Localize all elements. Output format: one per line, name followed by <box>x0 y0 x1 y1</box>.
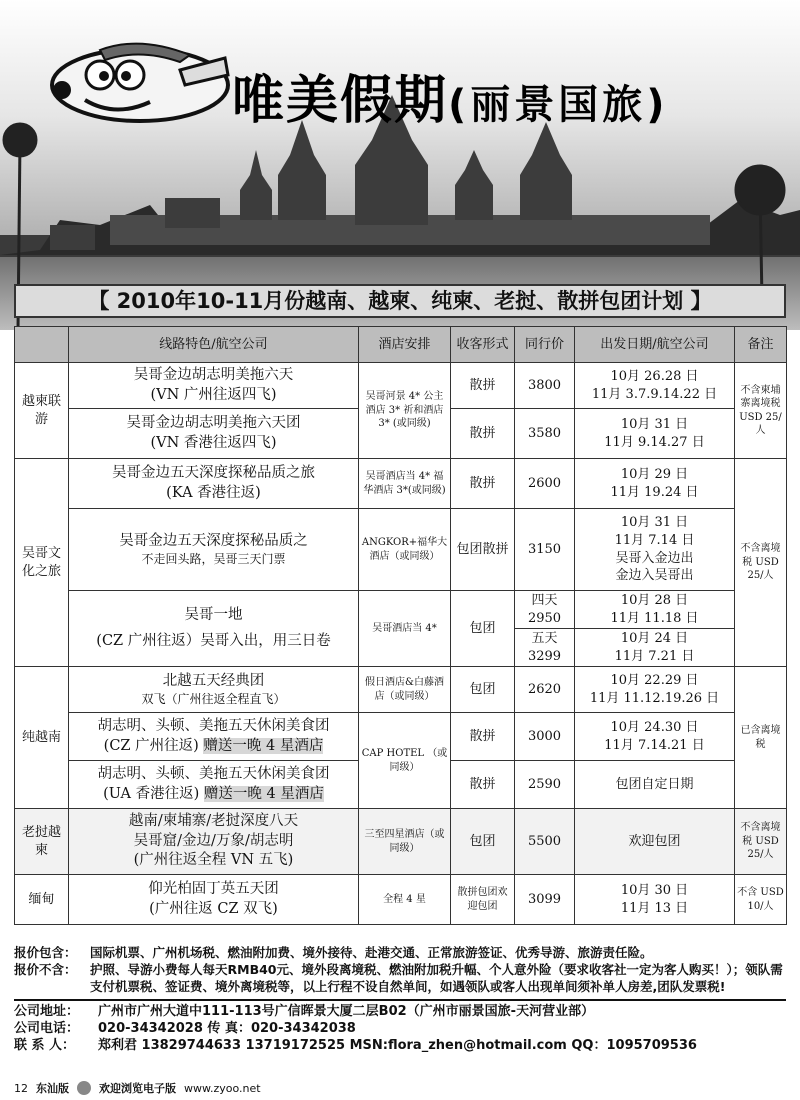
type-cell: 散拼 <box>451 761 515 809</box>
type-cell: 散拼包团欢迎包团 <box>451 875 515 925</box>
route-cell <box>69 761 359 809</box>
route-cell <box>69 875 359 925</box>
price-cell: 五天 3299 <box>515 629 575 667</box>
terms-section <box>14 944 786 1054</box>
dates-cell: 10月 30 日 11月 13 日 <box>575 875 735 925</box>
route-cell <box>69 713 359 761</box>
price-excludes: 报价不含： 护照、导游小费每人每天RMB40元、境外段离境税、燃油附加税升幅、个人意外险（要求收客社一定为客人购买！）；领队需支付机票税、签证费、境外离境税等，以上行程不设自然单间，如遇领队或客人出现单间须补单人房差,团队发票税! <box>14 962 783 994</box>
gift-highlight: 赠送一晚 4 星酒店 <box>203 785 324 802</box>
type-cell: 包团 <box>451 809 515 875</box>
route-name: 胡志明、头顿、美拖五天休闲美食团 <box>97 766 330 783</box>
hotel-cell: ANGKOR+福华大酒店（或同级） <box>359 509 451 591</box>
temple-banner <box>0 0 800 330</box>
route-airline: (CZ 广州往返）吴哥入出，用三日卷 <box>96 632 331 649</box>
region-cell: 吴哥文化之旅 <box>15 459 69 667</box>
dates-cell: 10月 22.29 日 11月 11.12.19.26 日 <box>575 667 735 713</box>
contact-info <box>14 999 786 1054</box>
route-name: 仰光柏固丁英五天团 <box>148 881 279 898</box>
type-cell: 散拼 <box>451 713 515 761</box>
remark-cell: 不含 USD 10/人 <box>735 875 787 925</box>
table-row <box>15 591 787 629</box>
dates-cell: 10月 31 日 11月 7.14 日 吴哥入金边出 金边入吴哥出 <box>575 509 735 591</box>
route-cell <box>69 809 359 875</box>
header-cell: 酒店安排 <box>359 327 451 363</box>
type-cell: 包团散拼 <box>451 509 515 591</box>
table-row <box>15 667 787 713</box>
table-row <box>15 809 787 875</box>
type-cell: 包团 <box>451 591 515 667</box>
table-row <box>15 713 787 761</box>
dates-cell: 包团自定日期 <box>575 761 735 809</box>
header-cell: 备注 <box>735 327 787 363</box>
route-cell <box>69 409 359 459</box>
table-row <box>15 363 787 409</box>
route-cell <box>69 363 359 409</box>
hotel-cell: 吴哥河景 4* 公主酒店 3* 祈和酒店 3* (或同级) <box>359 363 451 459</box>
type-cell: 散拼 <box>451 459 515 509</box>
price-cell: 3000 <box>515 713 575 761</box>
edition-label: 东汕版 <box>36 1082 69 1095</box>
route-name: 北越五天经典团 <box>162 672 265 689</box>
dates-cell: 欢迎包团 <box>575 809 735 875</box>
table-row <box>15 459 787 509</box>
header-cell: 收客形式 <box>451 327 515 363</box>
region-cell: 越柬联游 <box>15 363 69 459</box>
remark-cell: 不含离境税 USD 25/人 <box>735 809 787 875</box>
price-cell: 3800 <box>515 363 575 409</box>
hotel-cell: CAP HOTEL （或同级） <box>359 713 451 809</box>
price-includes: 报价包含： 国际机票、广州机场税、燃油附加费、境外接待、赴港交通、正常旅游签证、优秀导游、旅游责任险。 <box>14 945 653 960</box>
price-cell: 2590 <box>515 761 575 809</box>
price-cell: 四天 2950 <box>515 591 575 629</box>
route-airline: (KA 香港往返) <box>166 484 261 501</box>
table-row <box>15 509 787 591</box>
type-cell: 散拼 <box>451 363 515 409</box>
region-cell: 老挝越柬 <box>15 809 69 875</box>
remark-cell: 不含柬埔寨离境税 USD 25/人 <box>735 363 787 459</box>
brand-title <box>232 58 669 133</box>
company-phone: 公司电话： 020-34342028 传 真：020-34342038 <box>14 1021 356 1036</box>
angkor-temple-illustration <box>0 0 800 330</box>
brand-name: 唯美假期 <box>232 71 449 131</box>
route-stops: 吴哥窟/金边/万象/胡志明 <box>133 832 294 849</box>
route-name: 吴哥金边五天深度探秘品质之旅 <box>112 464 315 481</box>
region-cell: 纯越南 <box>15 667 69 809</box>
route-name: 吴哥金边五天深度探秘品质之 <box>119 532 308 549</box>
hotel-cell: 全程 4 星 <box>359 875 451 925</box>
table-row <box>15 875 787 925</box>
gift-highlight: 赠送一晚 4 星酒店 <box>203 737 324 754</box>
plan-title: 【 2010年10-11月份越南、越柬、纯柬、老挝、散拼包团计划 】 <box>14 284 786 318</box>
region-cell: 缅甸 <box>15 875 69 925</box>
route-cell <box>69 459 359 509</box>
dates-cell: 10月 24 日 11月 7.21 日 <box>575 629 735 667</box>
price-cell: 3099 <box>515 875 575 925</box>
type-cell: 散拼 <box>451 409 515 459</box>
route-name: 越南/柬埔寨/老挝深度八天 <box>128 813 299 830</box>
route-cell <box>69 667 359 713</box>
publisher-logo-icon <box>77 1081 91 1095</box>
price-cell: 5500 <box>515 809 575 875</box>
header-cell: 线路特色/航空公司 <box>69 327 359 363</box>
brand-subtitle: (丽景国旅) <box>448 82 669 128</box>
page-number: 12 <box>14 1081 28 1095</box>
dates-cell: 10月 31 日 11月 9.14.27 日 <box>575 409 735 459</box>
dates-cell: 10月 24.30 日 11月 7.14.21 日 <box>575 713 735 761</box>
route-name: 吴哥金边胡志明美拖六天 <box>133 366 294 383</box>
contact-person: 联 系 人： 郑利君 13829744633 13719172525 MSN:flora_zhen@hotmail.com QQ：1095709536 <box>14 1038 697 1053</box>
dates-cell: 10月 29 日 11月 19.24 日 <box>575 459 735 509</box>
page-footer <box>14 1080 261 1096</box>
route-airline: (VN 香港往返四飞) <box>150 434 277 451</box>
route-cell <box>69 591 359 667</box>
route-name: 吴哥一地 <box>184 607 243 624</box>
dates-cell: 10月 26.28 日 11月 3.7.9.14.22 日 <box>575 363 735 409</box>
dates-cell: 10月 28 日 11月 11.18 日 <box>575 591 735 629</box>
price-cell: 2620 <box>515 667 575 713</box>
route-airline: (广州往返 CZ 双飞) <box>149 900 278 917</box>
type-cell: 包团 <box>451 667 515 713</box>
route-note: 不走回头路，吴哥三天门票 <box>141 552 286 567</box>
table-header-row <box>15 327 787 363</box>
price-cell: 2600 <box>515 459 575 509</box>
footer-slogan: 欢迎浏览电子版 <box>99 1082 176 1095</box>
route-airline: 双飞（广州往返全程直飞） <box>141 692 286 707</box>
tour-plan-table <box>14 326 787 925</box>
route-name: 吴哥金边胡志明美拖六天团 <box>126 414 301 431</box>
company-address: 公司地址： 广州市广州大道中111-113号广信晖景大厦二层B02（广州市丽景国旅-天河营业部） <box>14 1004 595 1019</box>
route-airline: (VN 广州往返四飞) <box>150 386 277 403</box>
remark-cell: 已含离境税 <box>735 667 787 809</box>
route-airline: (CZ 广州往返) <box>103 737 199 754</box>
price-cell: 3150 <box>515 509 575 591</box>
route-name: 胡志明、头顿、美拖五天休闲美食团 <box>97 718 330 735</box>
hotel-cell: 吴哥酒店当 4* 福华酒店 3*(或同级) <box>359 459 451 509</box>
hotel-cell: 吴哥酒店当 4* <box>359 591 451 667</box>
route-airline: (UA 香港往返) <box>103 785 200 802</box>
route-airline: (广州往返全程 VN 五飞) <box>133 852 294 869</box>
price-cell: 3580 <box>515 409 575 459</box>
route-cell <box>69 509 359 591</box>
header-cell: 同行价 <box>515 327 575 363</box>
hotel-cell: 三至四星酒店（或同级） <box>359 809 451 875</box>
hotel-cell: 假日酒店&白藤酒店（或同级） <box>359 667 451 713</box>
header-cell <box>15 327 69 363</box>
remark-cell: 不含离境税 USD 25/人 <box>735 459 787 667</box>
footer-url[interactable]: www.zyoo.net <box>184 1081 261 1095</box>
header-cell: 出发日期/航空公司 <box>575 327 735 363</box>
